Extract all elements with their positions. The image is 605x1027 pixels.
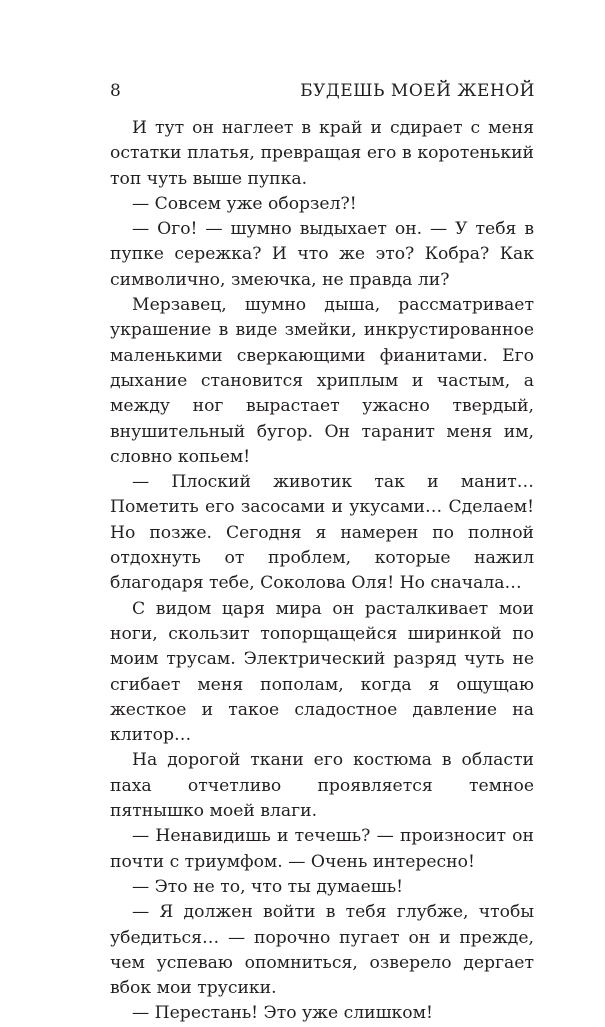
running-head (110, 78, 535, 104)
paragraph: — Плоский животик так и манит… Пометить его засосами и укусами… Сделаем! Но позже. Сегодня я намерен по полной отдохнуть от проблем, которые нажил благодаря тебе, Соколова Оля! Но сначала… (110, 472, 534, 594)
page-number: 8 (110, 81, 121, 101)
paragraph: — Ненавидишь и течешь? — произносит он почти с триумфом. — Очень интересно! (110, 826, 534, 872)
paragraph: И тут он наглеет в край и сдирает с меня остатки платья, превращая его в коротенький топ чуть выше пупка. (110, 118, 534, 189)
paragraph: — Ого! — шумно выдыхает он. — У тебя в пупке сережка? И что же это? Кобра? Как символично, змеючка, не правда ли? (110, 219, 534, 290)
paragraph: — Это не то, что ты думаешь! (132, 876, 404, 897)
paragraph: — Совсем уже оборзел?! (132, 193, 357, 214)
body-text (110, 116, 534, 1027)
paragraph: — Я должен войти в тебя глубже, чтобы убедиться… — порочно пугает он и прежде, чем успеваю опомниться, озверело дергает вбок мои трусики. (110, 902, 534, 999)
book-title: БУДЕШЬ МОЕЙ ЖЕНОЙ (300, 81, 535, 101)
paragraph: С видом царя мира он расталкивает мои ноги, скользит топорщащейся ширинкой по моим трусам. Электрический разряд чуть не сгибает меня пополам, когда я ощущаю жесткое и такое сладостное давление на клитор… (110, 598, 534, 746)
paragraph: На дорогой ткани его костюма в области паха отчетливо проявляется темное пятнышко моей влаги. (110, 750, 534, 822)
paragraph: Мерзавец, шумно дыша, рассматривает украшение в виде змейки, инкрустированное маленькими сверкающими фианитами. Его дыхание становится хриплым и частым, а между ног вырастает ужасно твердый, внушительный бугор. Он таранит меня им, словно копьем! (110, 295, 534, 467)
paragraph: — Перестань! Это уже слишком! (132, 1003, 433, 1024)
